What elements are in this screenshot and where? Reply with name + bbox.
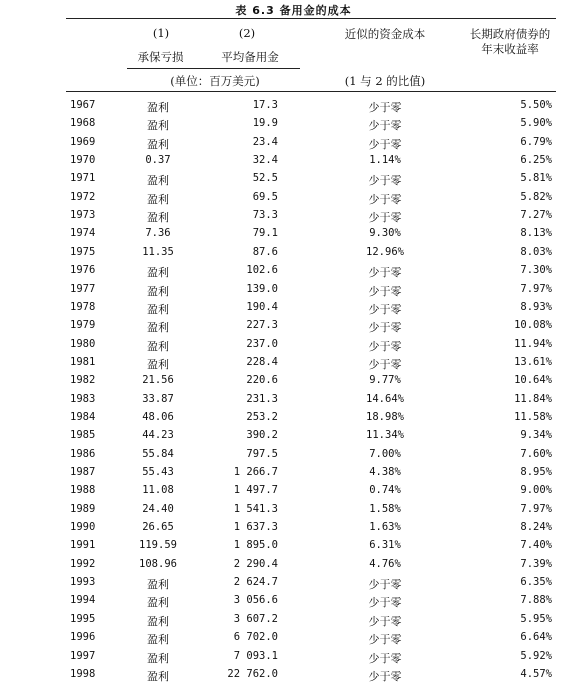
bond-yield-cell: 5.50% xyxy=(520,99,552,111)
underwriting-loss-cell: 55.43 xyxy=(142,466,174,478)
bond-yield-cell: 11.58% xyxy=(514,411,552,423)
cost-of-funds-cell: 7.00% xyxy=(369,448,401,460)
average-float-cell: 231.3 xyxy=(246,393,278,405)
year-cell: 1994 xyxy=(70,594,96,606)
average-float-cell: 237.0 xyxy=(246,338,278,350)
cost-of-funds-cell: 1.63% xyxy=(369,521,401,533)
year-cell: 1971 xyxy=(70,172,96,184)
table-row xyxy=(0,117,587,133)
average-float-cell: 1 541.3 xyxy=(233,503,278,515)
underwriting-loss-cell: 7.36 xyxy=(145,227,171,239)
underwriting-loss-cell: 盈利 xyxy=(147,358,169,371)
cost-of-funds-cell: 少于零 xyxy=(368,211,402,224)
year-cell: 1973 xyxy=(70,209,96,221)
underwriting-loss-cell: 盈利 xyxy=(147,266,169,279)
header-bottom-rule xyxy=(66,91,556,92)
underwriting-loss-cell: 盈利 xyxy=(147,138,169,151)
bond-yield-cell: 4.57% xyxy=(520,668,552,680)
table-row xyxy=(0,411,587,427)
table-row xyxy=(0,301,587,317)
underwriting-loss-cell: 盈利 xyxy=(147,174,169,187)
average-float-cell: 23.4 xyxy=(252,136,278,148)
average-float-cell: 6 702.0 xyxy=(233,631,278,643)
average-float-cell: 32.4 xyxy=(252,154,278,166)
cost-of-funds-cell: 少于零 xyxy=(368,138,402,151)
table-row xyxy=(0,558,587,574)
table-row xyxy=(0,484,587,500)
underwriting-loss-cell: 48.06 xyxy=(142,411,174,423)
average-float-cell: 52.5 xyxy=(252,172,278,184)
col1-number: (1) xyxy=(152,26,170,40)
underwriting-loss-cell: 盈利 xyxy=(147,285,169,298)
bond-yield-cell: 9.00% xyxy=(520,484,552,496)
bond-yield-cell: 8.24% xyxy=(520,521,552,533)
table-row xyxy=(0,521,587,537)
underwriting-loss-cell: 24.40 xyxy=(142,503,174,515)
cost-of-funds-cell: 少于零 xyxy=(368,578,402,591)
underwriting-loss-cell: 0.37 xyxy=(145,154,171,166)
col4-label-line2: 年末收益率 xyxy=(481,42,539,56)
bond-yield-cell: 7.27% xyxy=(520,209,552,221)
underwriting-loss-cell: 21.56 xyxy=(142,374,174,386)
year-cell: 1991 xyxy=(70,539,96,551)
cost-of-funds-cell: 18.98% xyxy=(366,411,404,423)
year-cell: 1992 xyxy=(70,558,96,570)
average-float-cell: 390.2 xyxy=(246,429,278,441)
underwriting-loss-cell: 盈利 xyxy=(147,193,169,206)
underwriting-loss-cell: 55.84 xyxy=(142,448,174,460)
cost-of-funds-cell: 1.14% xyxy=(369,154,401,166)
average-float-cell: 2 624.7 xyxy=(233,576,278,588)
year-cell: 1985 xyxy=(70,429,96,441)
underwriting-loss-cell: 盈利 xyxy=(147,596,169,609)
year-cell: 1996 xyxy=(70,631,96,643)
year-cell: 1980 xyxy=(70,338,96,350)
cost-of-funds-cell: 少于零 xyxy=(368,174,402,187)
year-cell: 1995 xyxy=(70,613,96,625)
table-row xyxy=(0,466,587,482)
table-row xyxy=(0,356,587,372)
underwriting-loss-cell: 26.65 xyxy=(142,521,174,533)
bond-yield-cell: 7.39% xyxy=(520,558,552,570)
underwriting-loss-cell: 119.59 xyxy=(139,539,177,551)
col3-sublabel: (1 与 2 的比值) xyxy=(344,74,426,88)
cost-of-funds-cell: 12.96% xyxy=(366,246,404,258)
table-row xyxy=(0,539,587,555)
cost-of-funds-cell: 少于零 xyxy=(368,633,402,646)
year-cell: 1978 xyxy=(70,301,96,313)
underwriting-loss-cell: 11.08 xyxy=(142,484,174,496)
year-cell: 1969 xyxy=(70,136,96,148)
average-float-cell: 1 266.7 xyxy=(233,466,278,478)
units-rule xyxy=(127,68,300,69)
bond-yield-cell: 13.61% xyxy=(514,356,552,368)
bond-yield-cell: 7.30% xyxy=(520,264,552,276)
underwriting-loss-cell: 盈利 xyxy=(147,321,169,334)
underwriting-loss-cell: 盈利 xyxy=(147,670,169,683)
cost-of-funds-cell: 9.77% xyxy=(369,374,401,386)
year-cell: 1998 xyxy=(70,668,96,680)
average-float-cell: 17.3 xyxy=(252,99,278,111)
bond-yield-cell: 10.08% xyxy=(514,319,552,331)
table-row xyxy=(0,227,587,243)
bond-yield-cell: 11.94% xyxy=(514,338,552,350)
average-float-cell: 3 056.6 xyxy=(233,594,278,606)
year-cell: 1967 xyxy=(70,99,96,111)
year-cell: 1968 xyxy=(70,117,96,129)
bond-yield-cell: 8.93% xyxy=(520,301,552,313)
average-float-cell: 1 497.7 xyxy=(233,484,278,496)
underwriting-loss-cell: 盈利 xyxy=(147,652,169,665)
year-cell: 1997 xyxy=(70,650,96,662)
average-float-cell: 253.2 xyxy=(246,411,278,423)
bond-yield-cell: 5.95% xyxy=(520,613,552,625)
cost-of-funds-cell: 4.76% xyxy=(369,558,401,570)
bond-yield-cell: 6.64% xyxy=(520,631,552,643)
top-rule xyxy=(66,18,556,19)
table-row xyxy=(0,264,587,280)
col2-label: 平均备用金 xyxy=(221,50,279,64)
bond-yield-cell: 11.84% xyxy=(514,393,552,405)
cost-of-funds-cell: 9.30% xyxy=(369,227,401,239)
average-float-cell: 797.5 xyxy=(246,448,278,460)
table-row xyxy=(0,613,587,629)
year-cell: 1974 xyxy=(70,227,96,239)
bond-yield-cell: 6.25% xyxy=(520,154,552,166)
cost-of-funds-cell: 少于零 xyxy=(368,358,402,371)
cost-of-funds-cell: 少于零 xyxy=(368,266,402,279)
year-cell: 1984 xyxy=(70,411,96,423)
average-float-cell: 7 093.1 xyxy=(233,650,278,662)
cost-of-funds-cell: 少于零 xyxy=(368,303,402,316)
year-cell: 1989 xyxy=(70,503,96,515)
year-cell: 1990 xyxy=(70,521,96,533)
bond-yield-cell: 6.79% xyxy=(520,136,552,148)
year-cell: 1981 xyxy=(70,356,96,368)
average-float-cell: 102.6 xyxy=(246,264,278,276)
average-float-cell: 228.4 xyxy=(246,356,278,368)
bond-yield-cell: 7.60% xyxy=(520,448,552,460)
underwriting-loss-cell: 盈利 xyxy=(147,211,169,224)
table-row xyxy=(0,136,587,152)
table-row xyxy=(0,429,587,445)
col3-label: 近似的资金成本 xyxy=(344,27,426,41)
table-row xyxy=(0,246,587,262)
cost-of-funds-cell: 4.38% xyxy=(369,466,401,478)
bond-yield-cell: 7.97% xyxy=(520,503,552,515)
year-cell: 1987 xyxy=(70,466,96,478)
cost-of-funds-cell: 少于零 xyxy=(368,615,402,628)
bond-yield-cell: 5.90% xyxy=(520,117,552,129)
cost-of-funds-cell: 少于零 xyxy=(368,193,402,206)
average-float-cell: 87.6 xyxy=(252,246,278,258)
col1-label: 承保亏损 xyxy=(137,50,184,64)
cost-of-funds-cell: 1.58% xyxy=(369,503,401,515)
bond-yield-cell: 5.92% xyxy=(520,650,552,662)
bond-yield-cell: 10.64% xyxy=(514,374,552,386)
bond-yield-cell: 8.95% xyxy=(520,466,552,478)
units-label: (单位：百万美元) xyxy=(170,74,260,88)
average-float-cell: 1 637.3 xyxy=(233,521,278,533)
average-float-cell: 1 895.0 xyxy=(233,539,278,551)
table-row xyxy=(0,650,587,666)
table-row xyxy=(0,576,587,592)
average-float-cell: 220.6 xyxy=(246,374,278,386)
underwriting-loss-cell: 盈利 xyxy=(147,119,169,132)
bond-yield-cell: 5.82% xyxy=(520,191,552,203)
underwriting-loss-cell: 盈利 xyxy=(147,303,169,316)
table-row xyxy=(0,172,587,188)
underwriting-loss-cell: 11.35 xyxy=(142,246,174,258)
year-cell: 1977 xyxy=(70,283,96,295)
table-row xyxy=(0,99,587,115)
average-float-cell: 3 607.2 xyxy=(233,613,278,625)
bond-yield-cell: 9.34% xyxy=(520,429,552,441)
underwriting-loss-cell: 盈利 xyxy=(147,101,169,114)
table-title: 表 6.3 备用金的成本 xyxy=(235,4,352,17)
cost-of-funds-cell: 0.74% xyxy=(369,484,401,496)
average-float-cell: 79.1 xyxy=(252,227,278,239)
average-float-cell: 69.5 xyxy=(252,191,278,203)
underwriting-loss-cell: 108.96 xyxy=(139,558,177,570)
table-row xyxy=(0,209,587,225)
cost-of-funds-cell: 少于零 xyxy=(368,670,402,683)
year-cell: 1983 xyxy=(70,393,96,405)
average-float-cell: 227.3 xyxy=(246,319,278,331)
cost-of-funds-cell: 少于零 xyxy=(368,340,402,353)
bond-yield-cell: 8.03% xyxy=(520,246,552,258)
year-cell: 1979 xyxy=(70,319,96,331)
average-float-cell: 73.3 xyxy=(252,209,278,221)
bond-yield-cell: 6.35% xyxy=(520,576,552,588)
underwriting-loss-cell: 盈利 xyxy=(147,633,169,646)
table-row xyxy=(0,338,587,354)
table-row xyxy=(0,319,587,335)
cost-of-funds-cell: 少于零 xyxy=(368,119,402,132)
bond-yield-cell: 8.13% xyxy=(520,227,552,239)
bond-yield-cell: 7.40% xyxy=(520,539,552,551)
table-row xyxy=(0,374,587,390)
cost-of-funds-cell: 少于零 xyxy=(368,321,402,334)
cost-of-funds-cell: 少于零 xyxy=(368,101,402,114)
table-row xyxy=(0,503,587,519)
cost-of-funds-cell: 6.31% xyxy=(369,539,401,551)
average-float-cell: 22 762.0 xyxy=(227,668,278,680)
average-float-cell: 19.9 xyxy=(252,117,278,129)
table-row xyxy=(0,594,587,610)
year-cell: 1972 xyxy=(70,191,96,203)
average-float-cell: 190.4 xyxy=(246,301,278,313)
cost-of-funds-cell: 14.64% xyxy=(366,393,404,405)
bond-yield-cell: 5.81% xyxy=(520,172,552,184)
average-float-cell: 139.0 xyxy=(246,283,278,295)
table-row xyxy=(0,631,587,647)
table-row xyxy=(0,448,587,464)
col2-number: (2) xyxy=(238,26,256,40)
table-row xyxy=(0,393,587,409)
year-cell: 1988 xyxy=(70,484,96,496)
underwriting-loss-cell: 盈利 xyxy=(147,340,169,353)
cost-of-funds-cell: 少于零 xyxy=(368,285,402,298)
year-cell: 1986 xyxy=(70,448,96,460)
underwriting-loss-cell: 33.87 xyxy=(142,393,174,405)
year-cell: 1975 xyxy=(70,246,96,258)
year-cell: 1970 xyxy=(70,154,96,166)
average-float-cell: 2 290.4 xyxy=(233,558,278,570)
table-row xyxy=(0,283,587,299)
cost-of-funds-cell: 11.34% xyxy=(366,429,404,441)
col4-label-line1: 长期政府债券的 xyxy=(469,27,551,41)
underwriting-loss-cell: 盈利 xyxy=(147,615,169,628)
table-row xyxy=(0,191,587,207)
cost-of-funds-cell: 少于零 xyxy=(368,652,402,665)
year-cell: 1982 xyxy=(70,374,96,386)
cost-of-funds-cell: 少于零 xyxy=(368,596,402,609)
underwriting-loss-cell: 盈利 xyxy=(147,578,169,591)
table-row xyxy=(0,154,587,170)
bond-yield-cell: 7.97% xyxy=(520,283,552,295)
year-cell: 1976 xyxy=(70,264,96,276)
bond-yield-cell: 7.88% xyxy=(520,594,552,606)
year-cell: 1993 xyxy=(70,576,96,588)
underwriting-loss-cell: 44.23 xyxy=(142,429,174,441)
